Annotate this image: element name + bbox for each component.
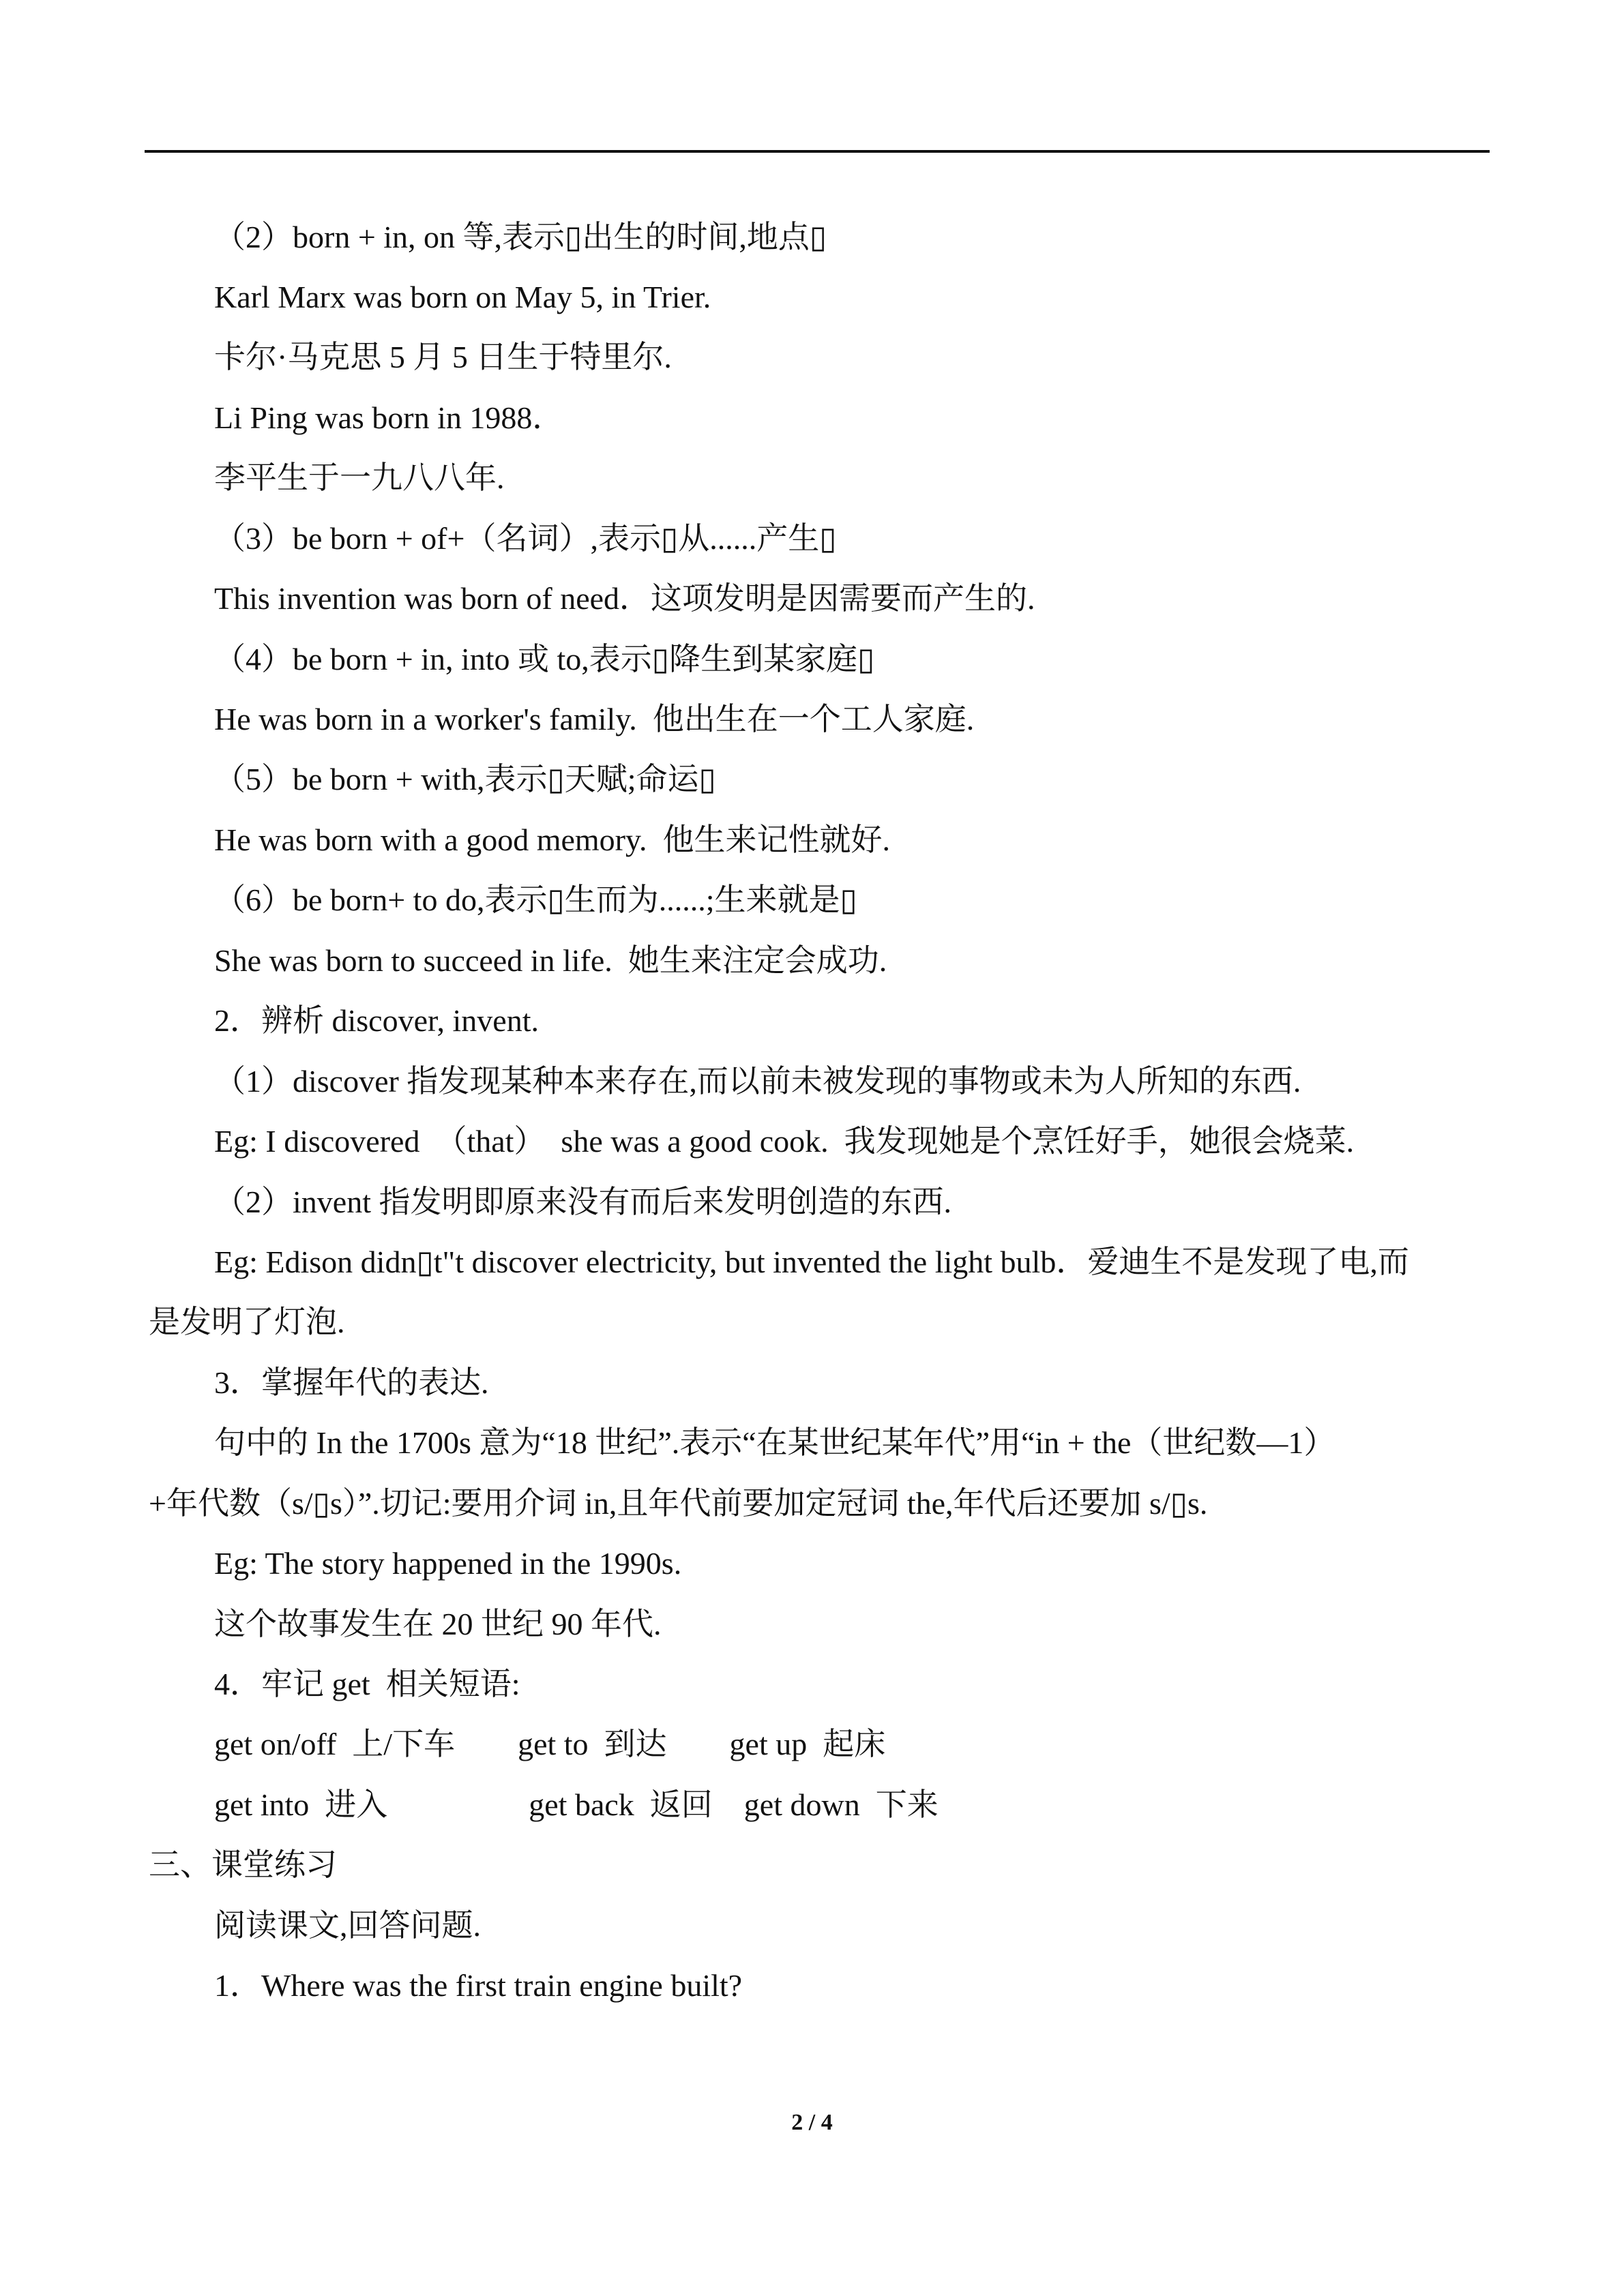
text-line: 是发明了灯泡. — [149, 1304, 345, 1339]
page-number: 2 / 4 — [791, 2110, 833, 2135]
text-line: 2．辨析 discover, invent. — [214, 1003, 539, 1038]
text-line: 3．掌握年代的表达. — [214, 1365, 489, 1400]
text-line: （2）born + in, on 等,表示▯出生的时间,地点▯ — [214, 220, 827, 254]
text-line: Eg: The story happened in the 1990s. — [214, 1546, 682, 1581]
text-line: （5）be born + with,表示▯天赋;命运▯ — [214, 762, 716, 796]
text-line: 李平生于一九八八年. — [214, 460, 505, 495]
section-heading: 三、课堂练习 — [149, 1847, 337, 1882]
text-line: get into 进入 get back 返回 get down 下来 — [214, 1787, 939, 1822]
text-line: +年代数（s/▯s）”.切记:要用介词 in,且年代前要加定冠词 the,年代后还要加 s/▯s. — [149, 1486, 1208, 1521]
text-line: get on/off 上/下车 get to 到达 get up 起床 — [214, 1727, 886, 1761]
text-line: 阅读课文,回答问题. — [214, 1908, 481, 1943]
text-line: She was born to succeed in life. 她生来注定会成功. — [214, 943, 887, 978]
text-line: （3）be born + of+（名词）,表示▯从......产生▯ — [214, 521, 837, 556]
text-line: 这个故事发生在 20 世纪 90 年代. — [214, 1607, 662, 1641]
text-line: 4．牢记 get 相关短语: — [214, 1667, 520, 1701]
text-line: 1．Where was the first train engine built? — [214, 1968, 743, 2003]
text-line: 句中的 In the 1700s 意为“18 世纪”.表示“在某世纪某年代”用“in + the（世纪数—1） — [214, 1425, 1335, 1460]
text-line: He was born in a worker's family. 他出生在一个工人家庭. — [214, 702, 975, 736]
text-line: 卡尔·马克思 5 月 5 日生于特里尔. — [214, 340, 672, 374]
text-line: He was born with a good memory. 他生来记性就好. — [214, 822, 890, 857]
text-line: Karl Marx was born on May 5, in Trier. — [214, 280, 711, 314]
text-line: （1）discover 指发现某种本来存在,而以前未被发现的事物或未为人所知的东西. — [214, 1064, 1301, 1099]
text-line: This invention was born of need．这项发明是因需要而产生的. — [214, 581, 1035, 616]
text-line: Eg: Edison didn▯t"t discover electricity, but invented the light bulb．爱迪生不是发现了电,而 — [214, 1244, 1409, 1279]
text-line: （4）be born + in, into 或 to,表示▯降生到某家庭▯ — [214, 642, 875, 676]
text-line: （2）invent 指发明即原来没有而后来发明创造的东西. — [214, 1184, 951, 1219]
text-line: Eg: I discovered （that） she was a good cook. 我发现她是个烹饪好手，她很会烧菜. — [214, 1124, 1355, 1159]
header-rule — [145, 150, 1490, 153]
text-line: （6）be born+ to do,表示▯生而为......;生来就是▯ — [214, 882, 857, 917]
text-line: Li Ping was born in 1988． — [214, 400, 564, 435]
